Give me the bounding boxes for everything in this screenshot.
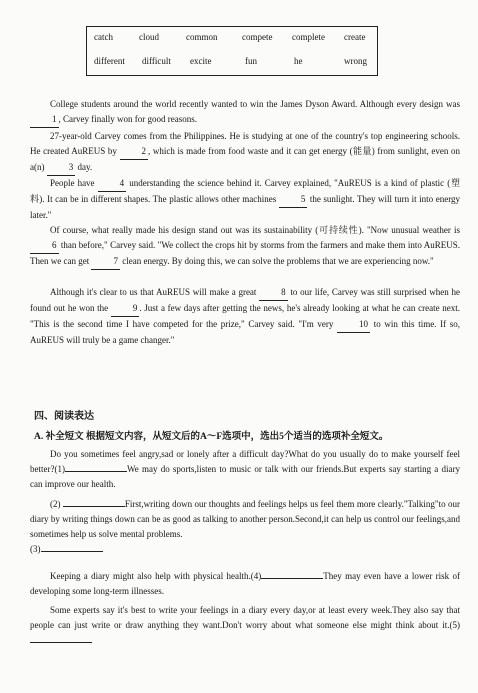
section-instruction: A. 补全短文 根据短文内容，从短文后的A～F选项中，选出5个适当的选项补全短文。 <box>34 432 389 442</box>
word-bank-word: complete <box>292 32 325 42</box>
word-bank-word: different <box>94 56 125 66</box>
cloze-blank: 1 <box>30 112 59 128</box>
cloze-paragraph-4: Of course, what really made his design stand out was its sustainability (可持续性). "Now unusual weather is 6 than before," Carvey said. "We collect the crops hit by storms from the farmers and make them into AuREUS. Then we can get 7 clean energy. By doing this, we can solve the problems that we are experiencing now." <box>30 223 460 270</box>
cloze-blank: 8 <box>259 285 288 301</box>
answer-blank <box>261 578 323 579</box>
cloze-paragraph-3: People have 4 understanding the science behind it. Carvey explained, "AuREUS is a kind of plastic (塑料). It can be in different shapes. The plastic allows other machines 5 the sunlight. They will turn it into energy later." <box>30 178 461 220</box>
reading-paragraph-2: (2) First,writing down our thoughts and feelings helps us feel them more clearly."Talking"to our diary by writing things down can be as good as talking to another person.Second,it can help us control our feelings,and sometimes help us solve mental problems. (3) <box>30 499 460 554</box>
word-bank-word: create <box>344 32 366 42</box>
answer-blank <box>63 506 125 507</box>
cloze-blank: 9 <box>111 301 140 317</box>
cloze-paragraph-5: Although it's clear to us that AuREUS will make a great 8 to our life, Carvey was still surprised when he found out he won the 9 . Just a few days after getting the news, he's already looking at what he can create next. "This is the second time I have competed for the prize," Carvey said. "I'm very 10 to win this time. If so, AuREUS will truly be a game changer." <box>30 287 461 345</box>
word-bank-box <box>86 26 378 76</box>
word-bank-word: fun <box>245 56 257 66</box>
cloze-blank: 10 <box>337 317 370 333</box>
cloze-paragraph-2: 27-year-old Carvey comes from the Philippines. He is studying at one of the country's top engineering schools. He created AuREUS by 2 , which is made from food waste and it can get energy (能量) from sunlight, even on a(n) 3 day. <box>30 129 460 176</box>
cloze-blank: 3 <box>47 160 76 176</box>
reading-paragraph-3: Keeping a diary might also help with physical health.(4) They may even have a lower risk of developing some long-term illnesses. <box>30 571 460 596</box>
reading-paragraph-4: Some experts say it's best to write your feelings in a diary every day,or at least every week.They also say that people can just write or draw anything they want.Don't worry about what someone else might think about it.(5) <box>30 603 460 648</box>
word-bank-word: difficult <box>142 56 171 66</box>
cloze-blank: 7 <box>91 254 120 270</box>
word-bank-word: catch <box>94 32 113 42</box>
word-bank-row-2 <box>87 56 377 76</box>
cloze-blank: 6 <box>30 238 59 254</box>
word-bank-word: he <box>294 56 303 66</box>
word-bank-word: wrong <box>344 56 367 66</box>
word-bank-word: compete <box>242 32 273 42</box>
word-bank-word: cloud <box>139 32 159 42</box>
word-bank-word: common <box>186 32 218 42</box>
word-bank-word: excite <box>190 56 212 66</box>
answer-blank <box>65 471 127 472</box>
cloze-blank: 2 <box>120 144 149 160</box>
cloze-blank: 4 <box>98 176 127 192</box>
section-heading: 四、阅读表达 <box>34 411 94 422</box>
cloze-blank: 5 <box>279 192 308 208</box>
word-bank-row-1 <box>87 32 377 52</box>
answer-blank <box>30 642 92 643</box>
answer-blank <box>41 551 103 552</box>
cloze-paragraph-1: College students around the world recently wanted to win the James Dyson Award. Although every design was 1 , Carvey finally won for good reasons. <box>30 97 460 128</box>
reading-paragraph-1: Do you sometimes feel angry,sad or lonely after a difficult day?What do you usually do to make yourself feel better?(1) We may do sports,listen to music or talk with our friends.But experts say starting a diary can improve our health. <box>30 449 460 489</box>
